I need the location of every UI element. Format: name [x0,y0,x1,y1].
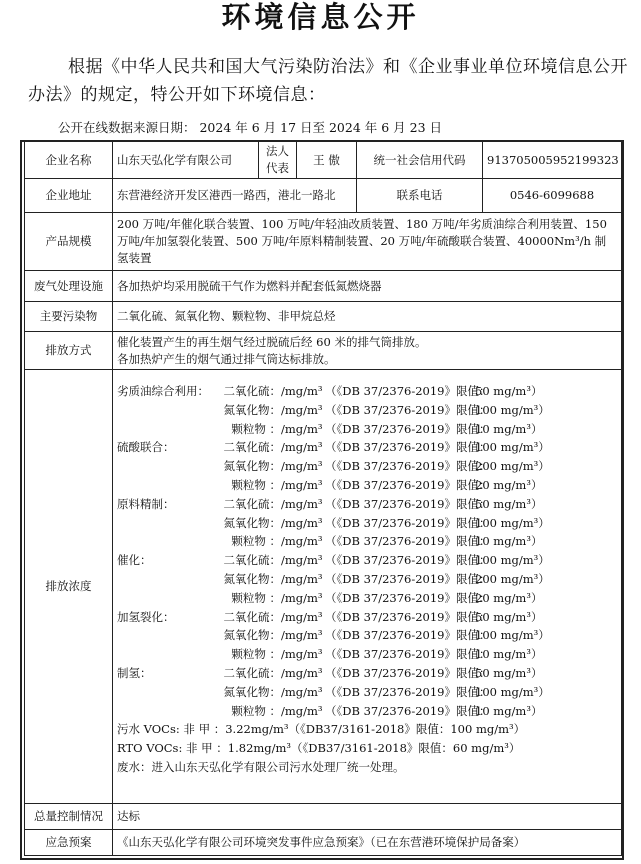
wastewater-line: 废水：进入山东天弘化学有限公司污水处理厂统一处理。 [117,759,405,774]
method-value [113,332,622,370]
concentration-row [117,608,617,627]
concentration-row [117,476,617,495]
table-row [25,302,622,332]
standard-text: （《DB 37/2376-2019》限值： [325,440,491,455]
concentration-row [117,664,617,683]
standard-text: （《DB 37/2376-2019》限值： [325,496,491,511]
limit-value: 50 mg/m³） [475,609,543,624]
phone-label: 联系电话 [357,179,483,213]
standard-text: （《DB 37/2376-2019》限值： [325,571,491,586]
group-label: 加氢裂化： [117,609,175,624]
standard-text: （《DB 37/2376-2019》限值： [325,477,491,492]
table-row [25,804,622,830]
unit-value: /mg/m³ [281,609,323,624]
emergency-value: 《山东天弘化学有限公司环境突发事件应急预案》（已在东营港环境保护局备案） [113,830,622,856]
legal-value: 王 傲 [297,142,357,179]
unit-value: /mg/m³ [281,571,323,586]
scale-value: 200 万吨/年催化联合装置、100 万吨/年轻油改质装置、180 万吨/年劣质油综合利用装置、150 万吨/年加氢裂化装置、500 万吨/年原料精制装置、20 万吨/年硫酸联合装置、40000Nm³/h 制氢装置 [113,213,622,271]
standard-text: （《DB 37/2376-2019》限值： [325,459,491,474]
table-row [25,370,622,804]
limit-value: 50 mg/m³） [475,496,543,511]
pollutant-name: 二氧化硫： [223,384,281,398]
emergency-label: 应急预案 [25,830,113,856]
method-line-1: 催化装置产生的再生烟气经过脱硫后经 60 米的排气筒排放。 [117,334,427,349]
group-label [117,532,221,551]
unit-value: /mg/m³ [281,665,323,680]
limit-value: 100 mg/m³） [475,553,550,568]
pollutant-name: 氮氧化物： [223,628,281,643]
group-label: 原料精制： [117,496,175,511]
limit-value: 20 mg/m³） [475,477,543,492]
table-row [25,179,622,213]
pollutant-name: 颗粒物 ： [231,477,281,492]
limit-value: 50 mg/m³） [475,384,543,398]
pollutant-name: 二氧化硫： [223,665,281,680]
limit-value: 100 mg/m³） [475,402,550,417]
unit-value: /mg/m³ [281,384,323,398]
unit-value: /mg/m³ [281,459,323,474]
unit-value: /mg/m³ [281,477,323,492]
concentration-row [117,420,617,439]
concentration-row [117,551,617,570]
method-label: 排放方式 [25,332,113,370]
pollutant-name: 颗粒物 ： [231,421,281,436]
group-label [117,589,221,608]
credit-value: 913705005952199323 [483,142,622,179]
pollutant-name: 颗粒物 ： [231,590,281,605]
date-range: 公开在线数据来源日期： 2024 年 6 月 17 日至 2024 年 6 月 23 日 [58,120,443,135]
standard-text: （《DB 37/2376-2019》限值： [325,534,491,549]
group-label [117,645,221,664]
limit-value: 100 mg/m³） [475,684,550,699]
standard-text: （《DB 37/2376-2019》限值： [325,703,491,718]
intro-paragraph: 根据《中华人民共和国大气污染防治法》和《企业事业单位环境信息公开办法》的规定，特公开如下环境信息： [28,57,628,105]
facility-value: 各加热炉均采用脱硫干气作为燃料并配套低氮燃烧器 [113,271,622,302]
page-title: 环境信息公开 [221,0,420,34]
address-value: 东营港经济开发区港西一路西，港北一路北 [113,179,357,213]
standard-text: （《DB 37/2376-2019》限值： [325,647,491,662]
pollutant-name: 二氧化硫： [223,440,281,455]
group-label [117,626,221,645]
group-label: 催化： [117,553,152,568]
table-row [25,213,622,271]
pollutant-name: 二氧化硫： [223,553,281,568]
group-label: 制氢： [117,665,152,680]
limit-value: 50 mg/m³） [475,665,543,680]
unit-value: /mg/m³ [281,402,323,417]
group-label [117,457,221,476]
pollutant-name: 颗粒物 ： [231,534,281,549]
concentration-row [117,626,617,645]
standard-text: （《DB 37/2376-2019》限值： [325,553,491,568]
standard-text: （《DB 37/2376-2019》限值： [325,665,491,680]
standard-text: （《DB 37/2376-2019》限值： [325,628,491,643]
voc-line-2: RTO VOCs: 非 甲 ：1.82mg/m³（《DB37/3161-2018》限值：60 mg/m³） [117,741,521,756]
concentration-row [117,589,617,608]
standard-text: （《DB 37/2376-2019》限值： [325,402,491,417]
credit-label: 统一社会信用代码 [357,142,483,179]
legal-label: 法人代表 [259,142,297,179]
table-row [25,271,622,302]
concentration-row [117,683,617,702]
concentration-row [117,532,617,551]
total-label: 总量控制情况 [25,804,113,830]
standard-text: （《DB 37/2376-2019》限值： [325,684,491,699]
pollutant-name: 氮氧化物： [223,684,281,699]
group-label [117,514,221,533]
concentration-label: 排放浓度 [25,370,113,804]
pollutant-name: 氮氧化物： [223,459,281,474]
standard-text: （《DB 37/2376-2019》限值： [325,421,491,436]
pollutant-name: 二氧化硫： [223,609,281,624]
standard-text: （《DB 37/2376-2019》限值： [325,609,491,624]
group-label: 硫酸联合： [117,440,175,455]
company-label: 企业名称 [25,142,113,179]
pollutant-label: 主要污染物 [25,302,113,332]
limit-value: 10 mg/m³） [475,421,543,436]
concentration-row [117,382,617,401]
group-label: 劣质油综合利用： [117,384,209,398]
concentration-row [117,702,617,721]
pollutant-name: 颗粒物 ： [231,647,281,662]
unit-value: /mg/m³ [281,628,323,643]
limit-value: 10 mg/m³） [475,647,543,662]
unit-value: /mg/m³ [281,647,323,662]
pollutant-name: 颗粒物 ： [231,703,281,718]
concentration-list [117,382,617,720]
unit-value: /mg/m³ [281,496,323,511]
scale-label: 产品规模 [25,213,113,271]
company-value: 山东天弘化学有限公司 [113,142,259,179]
limit-value: 200 mg/m³） [475,571,550,586]
pollutant-value: 二氧化硫、氮氧化物、颗粒物、非甲烷总烃 [113,302,622,332]
standard-text: （《DB 37/2376-2019》限值： [325,590,491,605]
concentration-row [117,570,617,589]
unit-value: /mg/m³ [281,553,323,568]
group-label [117,476,221,495]
standard-text: （《DB 37/2376-2019》限值： [325,515,491,530]
unit-value: /mg/m³ [281,684,323,699]
info-table [24,141,622,856]
table-row [25,830,622,856]
voc-line-1: 污水 VOCs: 非 甲 ：3.22mg/m³（《DB37/3161-2018》限值：100 mg/m³） [117,722,526,737]
method-line-2: 各加热炉产生的烟气通过排气筒达标排放。 [117,351,336,366]
concentration-row [117,457,617,476]
limit-value: 10 mg/m³） [475,703,543,718]
pollutant-name: 氮氧化物： [223,402,281,417]
limit-value: 100 mg/m³） [475,440,550,455]
table-row [25,332,622,370]
limit-value: 100 mg/m³） [475,515,550,530]
total-value: 达标 [113,804,622,830]
facility-label: 废气处理设施 [25,271,113,302]
table-row [25,142,622,179]
concentration-row [117,514,617,533]
pollutant-name: 二氧化硫： [223,496,281,511]
concentration-row [117,438,617,457]
unit-value: /mg/m³ [281,421,323,436]
group-label [117,683,221,702]
unit-value: /mg/m³ [281,515,323,530]
group-label [117,420,221,439]
concentration-row [117,495,617,514]
unit-value: /mg/m³ [281,590,323,605]
pollutant-name: 氮氧化物： [223,515,281,530]
concentration-row [117,401,617,420]
standard-text: （《DB 37/2376-2019》限值： [325,384,491,398]
group-label [117,702,221,721]
limit-value: 100 mg/m³） [475,628,550,643]
unit-value: /mg/m³ [281,440,323,455]
address-label: 企业地址 [25,179,113,213]
group-label [117,401,221,420]
unit-value: /mg/m³ [281,534,323,549]
concentration-row [117,645,617,664]
limit-value: 20 mg/m³） [475,590,543,605]
unit-value: /mg/m³ [281,703,323,718]
limit-value: 10 mg/m³） [475,534,543,549]
pollutant-name: 氮氧化物： [223,571,281,586]
concentration-value [113,370,622,804]
group-label [117,570,221,589]
phone-value: 0546-6099688 [483,179,622,213]
limit-value: 200 mg/m³） [475,459,550,474]
